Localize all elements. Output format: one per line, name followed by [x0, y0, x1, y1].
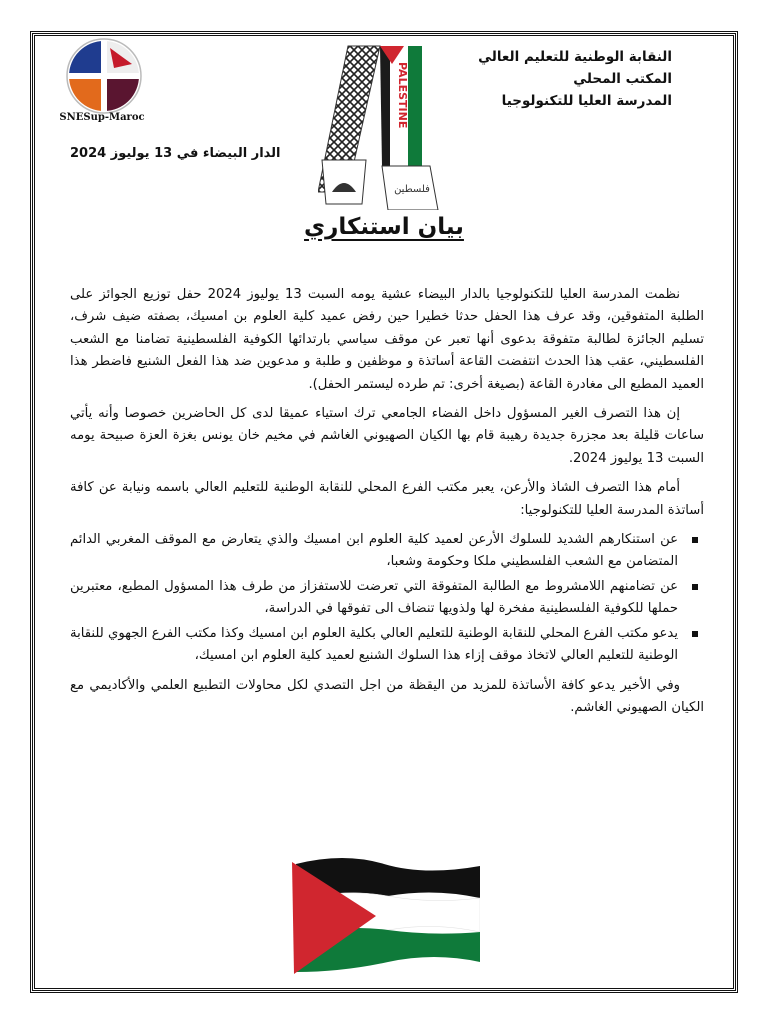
header-line-school: المدرسة العليا للتكنولوجيا — [501, 93, 672, 109]
header-line-office: المكتب المحلي — [573, 71, 672, 87]
list-item: عن استنكارهم الشديد للسلوك الأرعن لعميد كلية العلوم ابن امسيك والذي يتعارض مع الموقف المغربي الدائم المتضامن مع الشعب الفلسطيني ملكا وحكومة وشعبا، — [70, 529, 678, 574]
palestine-scarf-image — [318, 42, 458, 210]
document-date: الدار البيضاء في 13 يوليوز 2024 — [70, 146, 281, 161]
demands-list — [70, 529, 704, 667]
list-item: يدعو مكتب الفرع المحلي للنقابة الوطنية للتعليم العالي بكلية العلوم ابن امسيك وكذا مكتب الفرع الجهوي للنقابة الوطنية للتعليم العالي لاتخاذ موقف إزاء هذا السلوك الشنيع لعميد كلية العلوم ابن امسيك، — [70, 623, 678, 668]
scarf-label-ar: فلسطين — [394, 184, 430, 195]
statement-title: بيان استنكاري — [304, 214, 464, 240]
paragraph: نظمت المدرسة العليا للتكنولوجيا بالدار البيضاء عشية يومه السبت 13 يوليوز 2024 حفل توزيع الجوائز على الطلبة المتفوقين، وقد عرف هذا الحفل حدثا خطيرا حين رفض عميد كلية العلوم بن امسيك، بصفته ضيف شرف، تسليم الجائزة لطالبة متفوقة بدعوى أنها تعبر عن موقف سياسي بارتدائها الكوفية الفلسطينية تضامنا مع الشعب الفلسطيني، عقب هذا الحدث انتفضت القاعة أساتذة و موظفين و طلبة و مدعوين ضد هذا الفعل الشنيع فاضطر هذا العميد المطبع الى مغادرة القاعة (بصيغة أخرى: تم طرده ليستمر الحفل). — [70, 287, 704, 392]
scarf-label-en: PALESTINE — [396, 62, 409, 129]
header-line-union: النقابة الوطنية للتعليم العالي — [478, 49, 672, 65]
institution-header — [478, 46, 672, 112]
palestine-flag-image — [284, 852, 480, 974]
paragraph: إن هذا التصرف الغير المسؤول داخل الفضاء الجامعي ترك استياء عميقا لدى كل الحاضرين خصوصا وأنه يأتي ساعات قليلة بعد مجزرة جديدة رهيبة قام بها الكيان الصهيوني الغاشم في مخيم خان يونس بغزة العزة صبيحة يومه السبت 13 يوليوز 2024. — [70, 406, 704, 466]
closing-paragraph: وفي الأخير يدعو كافة الأساتذة للمزيد من اليقظة من اجل التصدي لكل محاولات التطبيع العلمي والأكاديمي مع الكيان الصهيوني الغاشم. — [70, 677, 704, 715]
paragraph: أمام هذا التصرف الشاذ والأرعن، يعبر مكتب الفرع المحلي للنقابة الوطنية للتعليم العالي باسمه ونيابة عن كافة أساتذة المدرسة العليا للتكنولوجيا: — [70, 480, 704, 518]
list-item: عن تضامنهم اللامشروط مع الطالبة المتفوقة التي تعرضت للاستفزاز من طرف هذا المسؤول المطبع، معتبرين حملها للكوفية الفلسطينية مفخرة لها ولذويها تنضاف الى تفوقها في الدراسة، — [70, 576, 678, 621]
statement-body — [70, 284, 704, 726]
logo-caption: SNESup-Maroc — [59, 112, 145, 123]
